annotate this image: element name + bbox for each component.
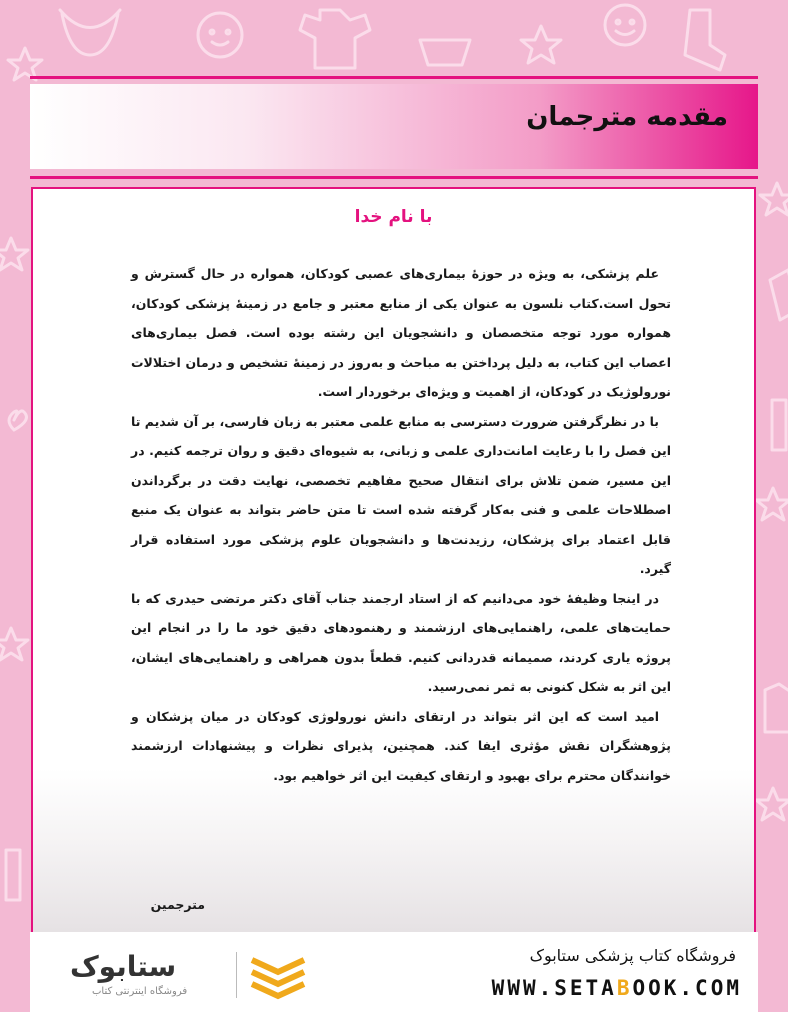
bodysuit-icon — [300, 10, 370, 68]
url-part-3: OOK.COM — [632, 976, 742, 1000]
baby-face-icon — [198, 13, 242, 57]
store-footer — [30, 932, 758, 1012]
chapter-header — [30, 84, 758, 169]
star-icon — [0, 238, 28, 270]
basmala-heading: با نام خدا — [354, 207, 433, 227]
paragraph: با در نظرگرفتن ضرورت دسترسی به منابع علمی معتبر به زبان فارسی، بر آن شدیم تا این فصل را با رعایت امانت‌داری علمی و زبانی، به شیوه‌ای دقیق و روان ترجمه کنیم. در این مسیر، ضمن تلاش برای انتقال صحیح مفاهیم تخصصی، نهایت دقت در برگرداندن اصطلاحات علمی و فنی به‌کار گرفته شده است تا متن حاضر بتواند به عنوان یک منبع قابل اعتماد برای پزشکان، رزیدنت‌ها و دانشجویان علوم پزشکی مورد استفاده قرار گیرد. — [131, 413, 671, 576]
paragraph: امید است که این اثر بتواند در ارتقای دانش نورولوژی کودکان در میان پزشکان و پژوهشگران نقش مؤثری ایفا کند. همچنین، پذیرای نظرات و پیشنهادات ارزشمند خوانندگان محترم برای بهبود و ارتقای کیفیت این اثر خواهیم بود. — [131, 708, 671, 783]
paragraph: علم پزشکی، به ویژه در حوزهٔ بیماری‌های عصبی کودکان، همواره در حال گسترش و تحول است.کتاب نلسون به عنوان یکی از منابع معتبر و جامع در زمینهٔ پزشکی کودکان، همواره مورد توجه متخصصان و دانشجویان این رشته بوده است. فصل بیماری‌های اعصاب این کتاب، به دلیل پرداختن به مباحث و به‌روز در زمینهٔ تشخیص و درمان اختلالات نورولوژیک در کودکان، از اهمیت و ویژه‌ای برخوردار است. — [131, 266, 671, 399]
preface-body — [131, 259, 671, 790]
logo-divider — [236, 952, 237, 998]
page-title: مقدمه مترجمان — [526, 102, 728, 132]
star-icon — [521, 26, 561, 63]
star-icon — [756, 488, 788, 520]
bodysuit-icon — [765, 684, 788, 732]
baby-face-icon — [605, 5, 645, 45]
bottle-icon — [6, 850, 20, 900]
heart-icon — [9, 411, 26, 430]
bottle-icon — [772, 400, 786, 450]
bib-icon — [60, 10, 120, 55]
book-stack-icon — [248, 950, 308, 1000]
shop-url[interactable] — [492, 976, 742, 1000]
diaper-icon — [420, 40, 470, 65]
sock-icon — [685, 10, 725, 70]
preface-content — [31, 187, 756, 932]
url-part-1: WWW.SETA — [491, 976, 617, 1000]
header-top-rule — [30, 76, 758, 79]
star-icon — [0, 628, 28, 660]
star-icon — [756, 788, 788, 820]
star-icon — [760, 183, 788, 215]
logo-wordmark: ستابوک — [70, 950, 177, 983]
shop-name: فروشگاه کتاب پزشکی ستابوک — [529, 946, 736, 965]
translators-signature: مترجمین — [150, 897, 205, 912]
paragraph: در اینجا وظیفهٔ خود می‌دانیم که از استاد ارجمند جناب آقای دکتر مرتضی حیدری که با حمایت‌های علمی، راهنمایی‌های ارزشمند و رهنمودهای دقیق خود ما را در انجام این پروژه یاری کردند، صمیمانه قدردانی کنیم. قطعاً بدون همراهی و راهنمایی‌های ایشان، این اثر به شکل کنونی به ثمر نمی‌رسید. — [131, 590, 671, 694]
logo-subtitle: فروشگاه اینترنتی کتاب — [92, 986, 188, 997]
header-bottom-rule — [30, 176, 758, 179]
bottle-icon — [770, 270, 788, 320]
url-highlight: B — [616, 976, 633, 1000]
setabook-logo — [70, 950, 330, 1002]
